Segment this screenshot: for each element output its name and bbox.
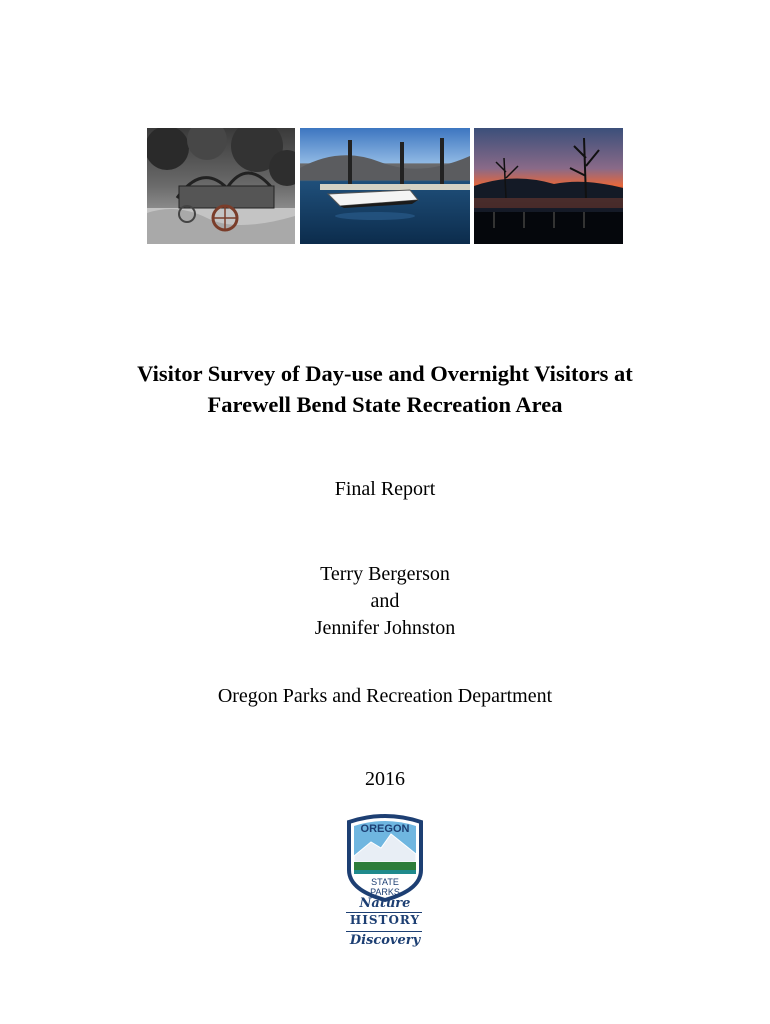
author-joiner: and	[370, 590, 400, 612]
report-year: 2016	[365, 768, 405, 790]
organization: Oregon Parks and Recreation Department	[217, 685, 553, 707]
header-photo-strip	[147, 128, 623, 244]
title-line-1: Visitor Survey of Day-use and Overnight Visitors at	[137, 361, 633, 386]
report-subtitle: Final Report	[334, 478, 436, 500]
boat-photo	[300, 128, 470, 244]
tagline-history: HISTORY	[349, 913, 421, 927]
title-line-2: Farewell Bend State Recreation Area	[207, 392, 563, 417]
tagline-rule-bottom	[346, 931, 422, 932]
author-1: Terry Bergerson	[320, 563, 450, 585]
wagon-photo	[147, 128, 295, 244]
report-title	[0, 358, 770, 420]
badge-parks-text: PARKS	[370, 887, 400, 897]
tagline-rule-top	[346, 912, 422, 913]
badge-top-text: OREGON	[360, 823, 410, 835]
badge-state-text: STATE	[371, 877, 399, 887]
tagline-nature: Nature	[359, 896, 411, 911]
sunset-photo	[474, 128, 623, 244]
author-2: Jennifer Johnston	[314, 617, 456, 639]
tagline-discovery: Discovery	[349, 933, 421, 948]
